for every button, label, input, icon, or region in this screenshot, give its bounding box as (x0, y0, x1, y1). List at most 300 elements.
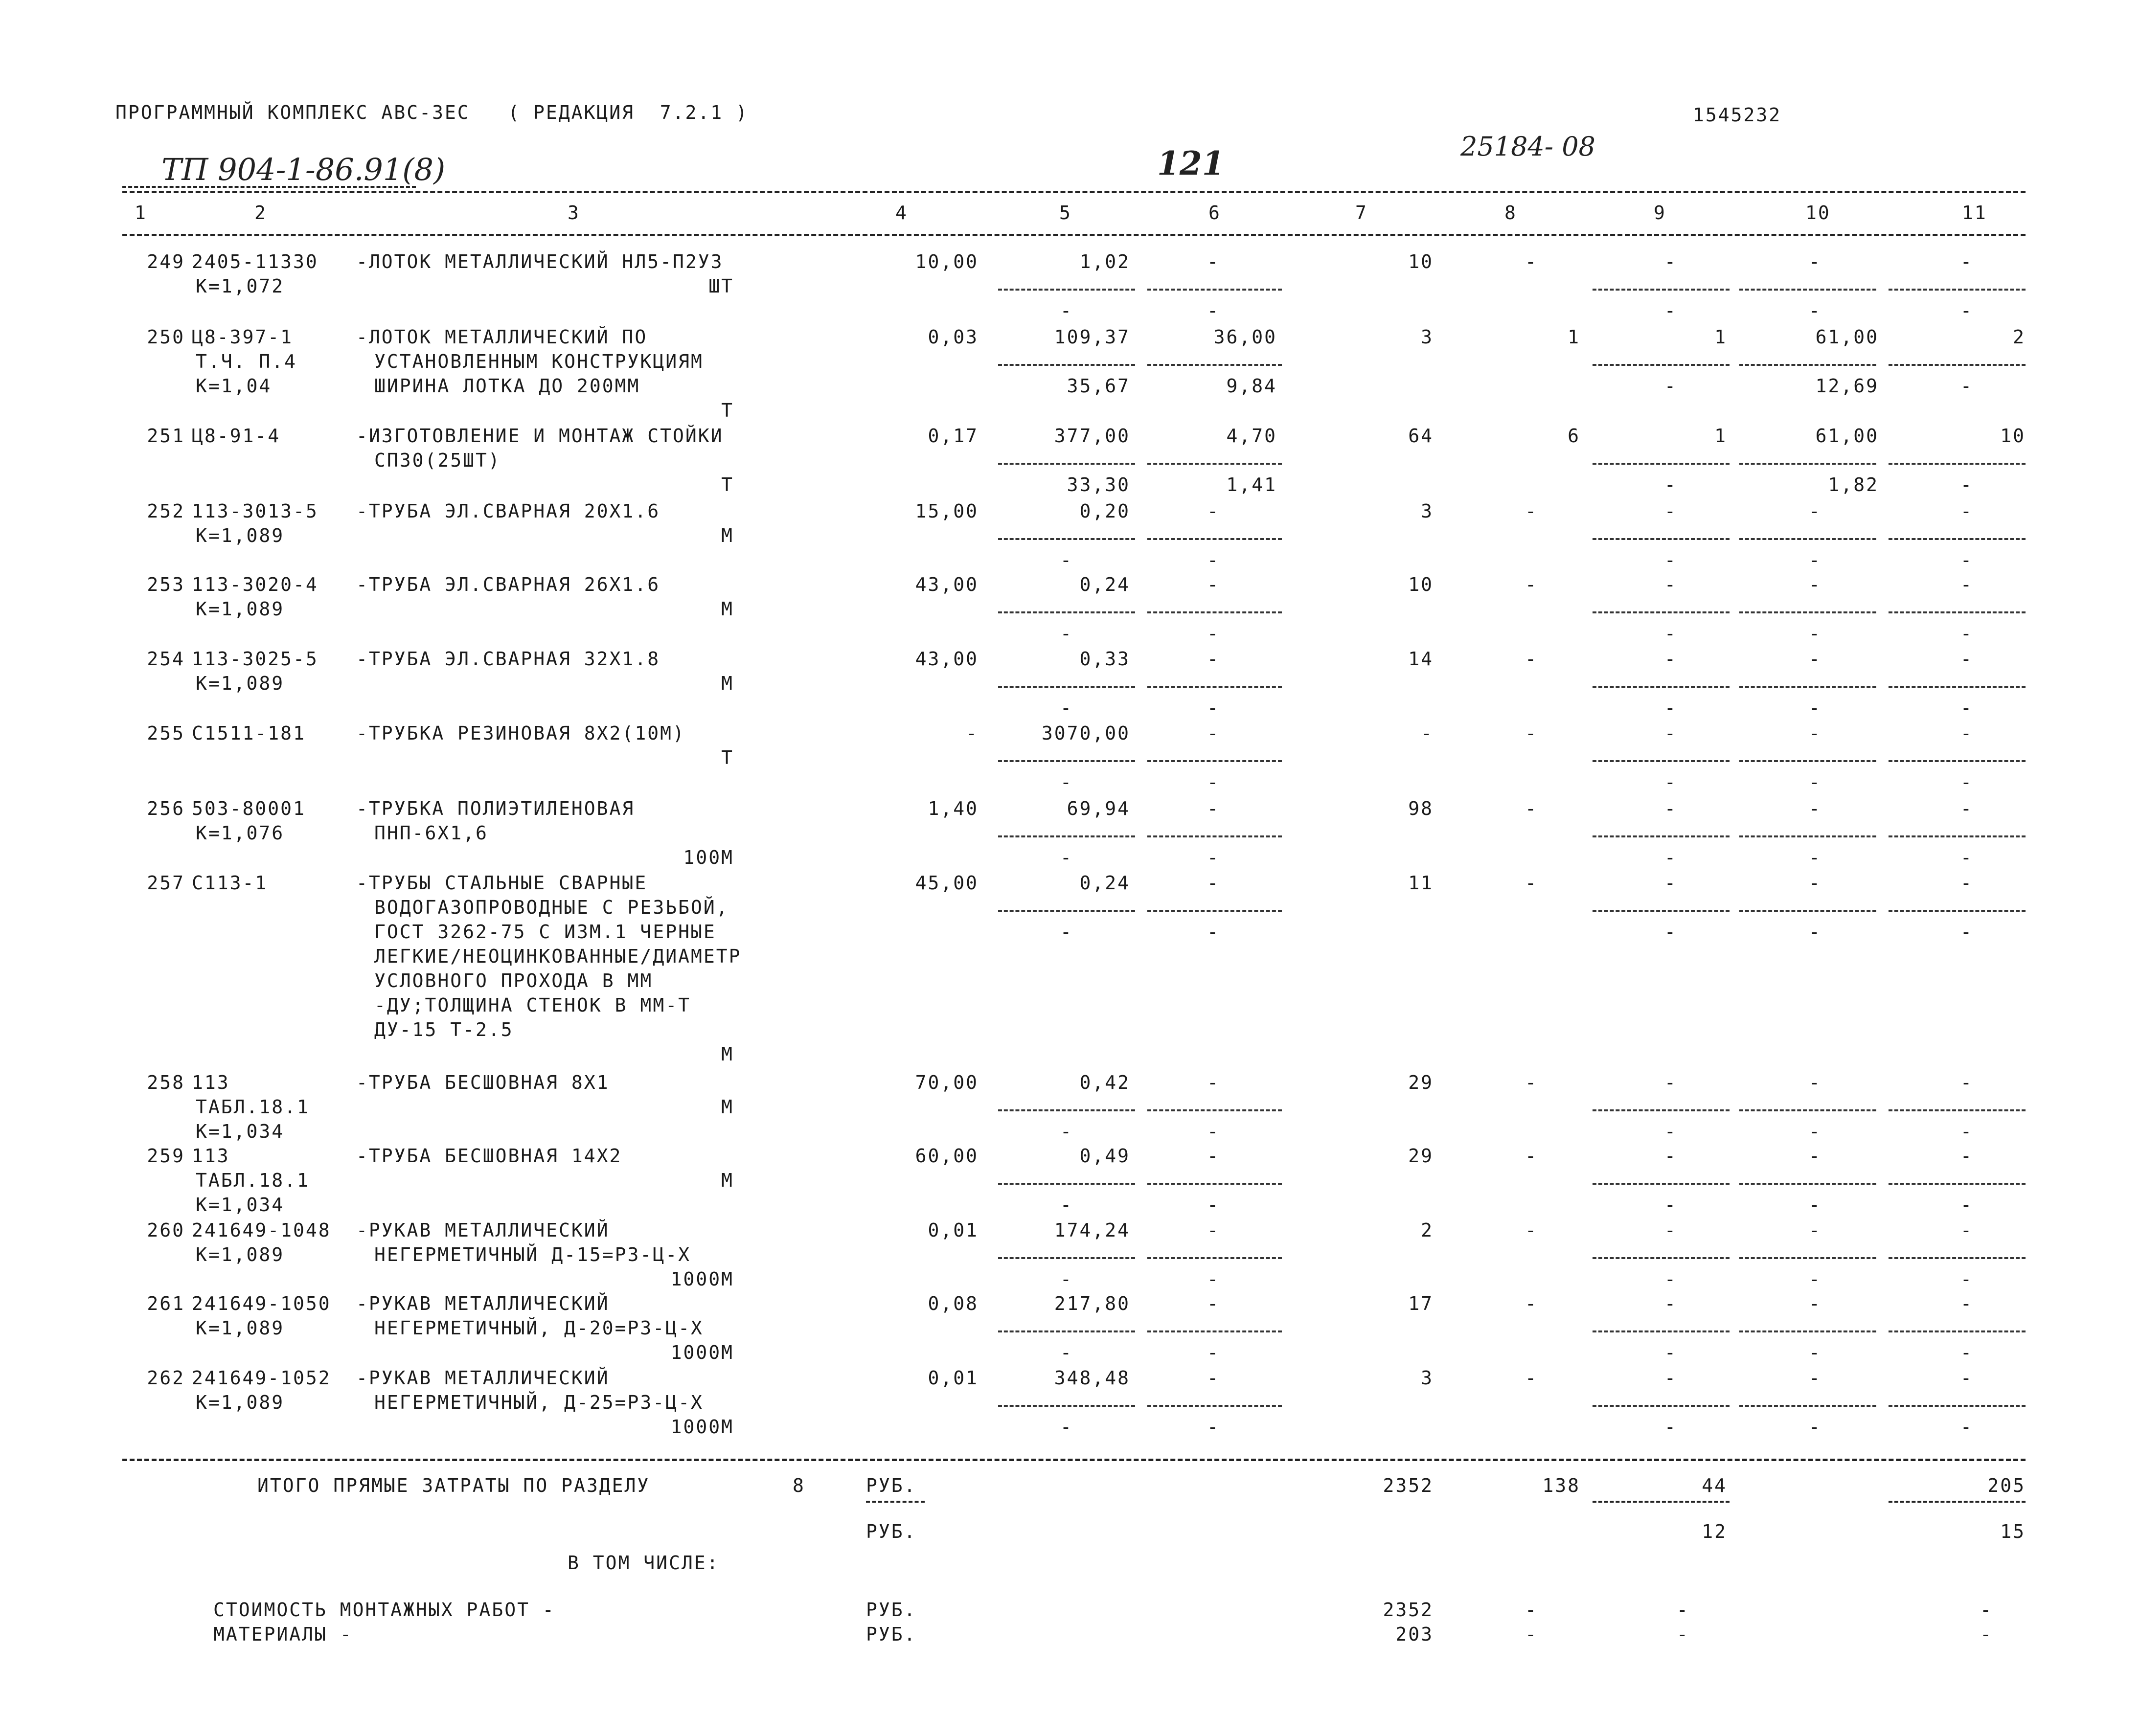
row-description: -ЛОТОК МЕТАЛЛИЧЕСКИЙ НЛ5-П2У3 (356, 251, 724, 272)
row-code: 113-3020-4 (192, 574, 319, 595)
row-col10-sub: - (1809, 1121, 1821, 1142)
row-description: -РУКАВ МЕТАЛЛИЧЕСКИЙ (356, 1219, 610, 1241)
row-col6-sub: - (1207, 1121, 1220, 1142)
column-header-3: 3 (568, 202, 580, 224)
row-col5-sub: - (1060, 549, 1073, 571)
totals-col11-rule (1889, 1501, 2026, 1503)
row-unit: М (721, 1170, 734, 1191)
materials-col9: - (1677, 1623, 1689, 1645)
row-code: 113 (192, 1145, 230, 1167)
row-col10: - (1809, 648, 1821, 670)
totals-currency-2: РУБ. (866, 1521, 917, 1542)
row-col4: 0,01 (928, 1219, 979, 1241)
row-col6-sub: - (1207, 1342, 1220, 1363)
row-code: 113-3013-5 (192, 500, 319, 522)
totals-col9-rule (1593, 1501, 1730, 1503)
row-col5-sub: - (1060, 1121, 1073, 1142)
row-col9-sub: - (1664, 1268, 1677, 1290)
row-description: -ТРУБА БЕСШОВНАЯ 8Х1 (356, 1072, 610, 1093)
row-col5-sub: - (1060, 847, 1073, 868)
row-col10-sub: - (1809, 847, 1821, 868)
row-col7: 3 (1421, 1367, 1434, 1389)
mount-col8: - (1525, 1599, 1538, 1621)
row-col10-sub: 1,82 (1828, 474, 1879, 496)
row-col6-sub: - (1207, 549, 1220, 571)
row-col4: 43,00 (915, 648, 979, 670)
totals-currency: РУБ. (866, 1475, 917, 1496)
row-col11: - (1960, 1145, 1973, 1167)
row-col9: - (1664, 1145, 1677, 1167)
row-col11-sub: - (1960, 1268, 1973, 1290)
row-col9-sub: - (1664, 921, 1677, 943)
row-col8: - (1525, 574, 1538, 595)
row-number: 260 (147, 1219, 185, 1241)
row-col10-sub: - (1809, 771, 1821, 793)
row-col11-sub: - (1960, 697, 1973, 719)
column-header-8: 8 (1504, 202, 1517, 224)
including-label: В ТОМ ЧИСЛЕ: (568, 1552, 720, 1574)
row-unit: 1000М (670, 1342, 734, 1363)
row-col7: - (1421, 722, 1434, 744)
totals-section: 8 (793, 1475, 805, 1496)
row-col9: - (1664, 574, 1677, 595)
row-col7: 29 (1408, 1145, 1434, 1167)
row-col10-sub: - (1809, 1194, 1821, 1216)
row-col9-sub: - (1664, 771, 1677, 793)
row-description: -ТРУБА ЭЛ.СВАРНАЯ 32Х1.8 (356, 648, 660, 670)
row-number: 256 (147, 798, 185, 819)
row-col10: - (1809, 1219, 1821, 1241)
row-col7: 98 (1408, 798, 1434, 819)
row-col7: 10 (1408, 251, 1434, 272)
row-description: -ТРУБКА ПОЛИЭТИЛЕНОВАЯ (356, 798, 635, 819)
row-code: К=1,089 (196, 673, 285, 694)
mount-currency: РУБ. (866, 1599, 917, 1621)
program-header: ПРОГРАММНЫЙ КОМПЛЕКС АВС-ЗЕС ( РЕДАКЦИЯ 7.2.1 ) (115, 102, 749, 123)
row-code: С1511-181 (192, 722, 306, 744)
row-col10: - (1809, 1072, 1821, 1093)
mount-col11: - (1980, 1599, 1993, 1621)
row-unit: 1000М (670, 1268, 734, 1290)
row-col4: 1,40 (928, 798, 979, 819)
row-col11: - (1960, 574, 1973, 595)
row-col6-sub: - (1207, 1194, 1220, 1216)
row-col6: 4,70 (1226, 425, 1277, 447)
row-code: Ц8-397-1 (192, 326, 294, 348)
totals-col9: 44 (1702, 1475, 1727, 1496)
row-col7: 14 (1408, 648, 1434, 670)
row-code: 241649-1052 (192, 1367, 331, 1389)
row-col4: 0,08 (928, 1293, 979, 1314)
row-code: К=1,034 (196, 1194, 285, 1216)
materials-label: МАТЕРИАЛЫ - (213, 1623, 353, 1645)
column-header-4: 4 (895, 202, 908, 224)
row-col6-sub: - (1207, 623, 1220, 644)
row-number: 252 (147, 500, 185, 522)
row-number: 262 (147, 1367, 185, 1389)
row-col7: 3 (1421, 326, 1434, 348)
row-description: -ДУ;ТОЛЩИНА СТЕНОК В ММ-Т (374, 994, 691, 1016)
row-col5-sub: - (1060, 771, 1073, 793)
row-unit: Т (721, 747, 734, 768)
row-col8: - (1525, 648, 1538, 670)
row-col9-sub: - (1664, 300, 1677, 321)
row-code: ТАБЛ.18.1 (196, 1096, 310, 1118)
row-col9: 1 (1714, 326, 1727, 348)
row-col5: 348,48 (1054, 1367, 1130, 1389)
row-col10-sub: - (1809, 1268, 1821, 1290)
row-col11-sub: - (1960, 549, 1973, 571)
row-col4: 0,03 (928, 326, 979, 348)
row-code: 241649-1048 (192, 1219, 331, 1241)
row-number: 261 (147, 1293, 185, 1314)
row-col7: 11 (1408, 872, 1434, 894)
row-code: 113-3025-5 (192, 648, 319, 670)
row-col11-sub: - (1960, 300, 1973, 321)
row-col7: 29 (1408, 1072, 1434, 1093)
row-col4: 43,00 (915, 574, 979, 595)
row-col10: - (1809, 500, 1821, 522)
row-code: К=1,04 (196, 375, 272, 397)
row-col5: 217,80 (1054, 1293, 1130, 1314)
row-description: ГОСТ 3262-75 С ИЗМ.1 ЧЕРНЫЕ (374, 921, 716, 943)
materials-col7: 203 (1395, 1623, 1434, 1645)
row-col5-sub: 35,67 (1067, 375, 1130, 397)
row-col11-sub: - (1960, 847, 1973, 868)
row-unit: М (721, 525, 734, 546)
totals-currency-rule (866, 1501, 925, 1503)
row-unit: М (721, 673, 734, 694)
row-code: К=1,089 (196, 598, 285, 620)
row-description: УСТАНОВЛЕННЫМ КОНСТРУКЦИЯМ (374, 351, 704, 372)
row-col5-sub: - (1060, 623, 1073, 644)
row-col9-sub: - (1664, 549, 1677, 571)
row-col11: - (1960, 872, 1973, 894)
column-header-5: 5 (1059, 202, 1072, 224)
row-col9-sub: - (1664, 474, 1677, 496)
row-col11-sub: - (1960, 1194, 1973, 1216)
row-description: НЕГЕРМЕТИЧНЫЙ, Д-25=Р3-Ц-Х (374, 1392, 704, 1413)
row-code: К=1,089 (196, 1244, 285, 1265)
row-code: К=1,034 (196, 1121, 285, 1142)
row-col7: 17 (1408, 1293, 1434, 1314)
row-unit: М (721, 1096, 734, 1118)
mount-col7: 2352 (1383, 1599, 1434, 1621)
row-col6-sub: 9,84 (1226, 375, 1277, 397)
row-code: 113 (192, 1072, 230, 1093)
row-col11: 10 (2000, 425, 2026, 447)
row-col8: - (1525, 251, 1538, 272)
row-col6: - (1207, 1219, 1220, 1241)
row-col10: - (1809, 251, 1821, 272)
row-col10-sub: - (1809, 549, 1821, 571)
row-col9: - (1664, 500, 1677, 522)
row-unit: Т (721, 400, 734, 421)
handwritten-page-number: 121 (1157, 144, 1225, 182)
row-description: -ИЗГОТОВЛЕНИЕ И МОНТАЖ СТОЙКИ (356, 425, 724, 447)
totals-col7: 2352 (1383, 1475, 1434, 1496)
row-col10: - (1809, 1145, 1821, 1167)
row-col6-sub: 1,41 (1226, 474, 1277, 496)
row-unit: М (721, 1043, 734, 1065)
row-col9: - (1664, 1219, 1677, 1241)
row-col5: 174,24 (1054, 1219, 1130, 1241)
row-description: -РУКАВ МЕТАЛЛИЧЕСКИЙ (356, 1367, 610, 1389)
row-col9: - (1664, 1293, 1677, 1314)
row-col6-sub: - (1207, 300, 1220, 321)
row-col10-sub: - (1809, 300, 1821, 321)
row-col6-sub: - (1207, 921, 1220, 943)
row-col11-sub: - (1960, 921, 1973, 943)
row-description: ВОДОГАЗОПРОВОДНЫЕ С РЕЗЬБОЙ, (374, 897, 729, 918)
row-col10: - (1809, 1367, 1821, 1389)
row-number: 250 (147, 326, 185, 348)
row-code: 503-80001 (192, 798, 306, 819)
row-col7: 64 (1408, 425, 1434, 447)
row-col5: 0,24 (1079, 872, 1130, 894)
row-description: -ТРУБА ЭЛ.СВАРНАЯ 26Х1.6 (356, 574, 660, 595)
row-code: К=1,089 (196, 525, 285, 546)
mount-col9: - (1677, 1599, 1689, 1621)
row-col7: 10 (1408, 574, 1434, 595)
row-col5: 1,02 (1079, 251, 1130, 272)
row-col9: - (1664, 1367, 1677, 1389)
row-col6: - (1207, 798, 1220, 819)
row-col10: - (1809, 574, 1821, 595)
row-description: УСЛОВНОГО ПРОХОДА В ММ (374, 970, 653, 992)
row-col6-sub: - (1207, 1268, 1220, 1290)
row-col10-sub: - (1809, 623, 1821, 644)
row-col6: - (1207, 1367, 1220, 1389)
row-col11: - (1960, 722, 1973, 744)
row-col10-sub: - (1809, 921, 1821, 943)
totals-col11-b: 15 (2000, 1521, 2026, 1542)
row-col6: - (1207, 251, 1220, 272)
row-col8: - (1525, 798, 1538, 819)
row-col6-sub: - (1207, 771, 1220, 793)
row-code: К=1,089 (196, 1392, 285, 1413)
row-col11-sub: - (1960, 771, 1973, 793)
row-code: 2405-11330 (192, 251, 319, 272)
column-header-2: 2 (254, 202, 267, 224)
row-col9: - (1664, 872, 1677, 894)
totals-label: ИТОГО ПРЯМЫЕ ЗАТРАТЫ ПО РАЗДЕЛУ (257, 1475, 650, 1496)
row-col6: 36,00 (1213, 326, 1277, 348)
row-col4: 0,17 (928, 425, 979, 447)
row-col8: - (1525, 500, 1538, 522)
row-col9: - (1664, 1072, 1677, 1093)
materials-currency: РУБ. (866, 1623, 917, 1645)
row-col11: - (1960, 1367, 1973, 1389)
row-description: -ЛОТОК МЕТАЛЛИЧЕСКИЙ ПО (356, 326, 648, 348)
row-col11: - (1960, 798, 1973, 819)
row-col4: - (966, 722, 979, 744)
column-header-7: 7 (1355, 202, 1368, 224)
row-description: СП30(25ШТ) (374, 450, 501, 471)
row-col6-sub: - (1207, 697, 1220, 719)
row-col5-sub: - (1060, 1268, 1073, 1290)
row-code: ТАБЛ.18.1 (196, 1170, 310, 1191)
row-col10: - (1809, 872, 1821, 894)
row-col5-sub: - (1060, 921, 1073, 943)
row-col6: - (1207, 722, 1220, 744)
row-description: -РУКАВ МЕТАЛЛИЧЕСКИЙ (356, 1293, 610, 1314)
handwritten-project-code: ТП 904-1-86.91(8) (161, 152, 446, 187)
row-col5: 0,42 (1079, 1072, 1130, 1093)
row-col8: 1 (1568, 326, 1580, 348)
row-description: -ТРУБА БЕСШОВНАЯ 14Х2 (356, 1145, 622, 1167)
row-col10-sub: 12,69 (1815, 375, 1879, 397)
row-col11: - (1960, 251, 1973, 272)
column-header-11: 11 (1962, 202, 1987, 224)
row-col10: 61,00 (1815, 425, 1879, 447)
row-col11: - (1960, 1072, 1973, 1093)
row-col5-sub: - (1060, 1342, 1073, 1363)
row-col6: - (1207, 872, 1220, 894)
row-col4: 10,00 (915, 251, 979, 272)
row-description: ДУ-15 Т-2.5 (374, 1019, 514, 1040)
column-header-6: 6 (1208, 202, 1221, 224)
row-col5-sub: - (1060, 1194, 1073, 1216)
row-code: К=1,072 (196, 275, 285, 297)
row-col6: - (1207, 1293, 1220, 1314)
row-description: -ТРУБЫ СТАЛЬНЫЕ СВАРНЫЕ (356, 872, 648, 894)
row-code: К=1,076 (196, 822, 285, 844)
row-col9-sub: - (1664, 623, 1677, 644)
row-code: С113-1 (192, 872, 268, 894)
row-col4: 15,00 (915, 500, 979, 522)
column-header-1: 1 (135, 202, 147, 224)
row-col10: - (1809, 1293, 1821, 1314)
totals-col11: 205 (1987, 1475, 2026, 1496)
row-col5: 377,00 (1054, 425, 1130, 447)
row-col10: - (1809, 798, 1821, 819)
row-description: НЕГЕРМЕТИЧНЫЙ Д-15=Р3-Ц-Х (374, 1244, 691, 1265)
row-col10-sub: - (1809, 1416, 1821, 1438)
row-col8: - (1525, 1072, 1538, 1093)
row-unit: 1000М (670, 1416, 734, 1438)
row-col8: - (1525, 1293, 1538, 1314)
row-description: -ТРУБА ЭЛ.СВАРНАЯ 20Х1.6 (356, 500, 660, 522)
row-col9: - (1664, 798, 1677, 819)
row-col4: 70,00 (915, 1072, 979, 1093)
row-description: НЕГЕРМЕТИЧНЫЙ, Д-20=Р3-Ц-Х (374, 1317, 704, 1339)
row-col10-sub: - (1809, 1342, 1821, 1363)
row-col6: - (1207, 500, 1220, 522)
row-col5-sub: 33,30 (1067, 474, 1130, 496)
row-description: -ТРУБКА РЕЗИНОВАЯ 8Х2(10М) (356, 722, 685, 744)
row-code: Ц8-91-4 (192, 425, 281, 447)
row-code: 241649-1050 (192, 1293, 331, 1314)
row-col6: - (1207, 1145, 1220, 1167)
row-col7: 3 (1421, 500, 1434, 522)
row-col6: - (1207, 574, 1220, 595)
row-number: 257 (147, 872, 185, 894)
row-col5-sub: - (1060, 697, 1073, 719)
row-col5: 0,49 (1079, 1145, 1130, 1167)
row-col10-sub: - (1809, 697, 1821, 719)
row-col8: - (1525, 872, 1538, 894)
row-col11: - (1960, 500, 1973, 522)
row-unit: 100М (683, 847, 734, 868)
row-col8: 6 (1568, 425, 1580, 447)
row-col11: 2 (2013, 326, 2026, 348)
handwritten-archive-number: 25184- 08 (1460, 131, 1595, 162)
row-col8: - (1525, 1145, 1538, 1167)
row-col5: 109,37 (1054, 326, 1130, 348)
row-col6: - (1207, 1072, 1220, 1093)
row-col6-sub: - (1207, 847, 1220, 868)
row-col11-sub: - (1960, 1416, 1973, 1438)
row-col9: 1 (1714, 425, 1727, 447)
materials-col8: - (1525, 1623, 1538, 1645)
row-col11-sub: - (1960, 474, 1973, 496)
row-col6-sub: - (1207, 1416, 1220, 1438)
row-col11-sub: - (1960, 1121, 1973, 1142)
row-description: ШИРИНА ЛОТКА ДО 200ММ (374, 375, 640, 397)
row-col10: 61,00 (1815, 326, 1879, 348)
row-col6: - (1207, 648, 1220, 670)
row-code: Т.Ч. П.4 (196, 351, 297, 372)
row-number: 251 (147, 425, 185, 447)
row-col11: - (1960, 648, 1973, 670)
row-col4: 45,00 (915, 872, 979, 894)
row-col9-sub: - (1664, 1342, 1677, 1363)
row-number: 259 (147, 1145, 185, 1167)
totals-col8: 138 (1542, 1475, 1580, 1496)
document-number: 1545232 (1693, 104, 1782, 126)
row-number: 255 (147, 722, 185, 744)
row-number: 249 (147, 251, 185, 272)
row-col4: 60,00 (915, 1145, 979, 1167)
row-col9-sub: - (1664, 847, 1677, 868)
row-col11-sub: - (1960, 1342, 1973, 1363)
mount-label: СТОИМОСТЬ МОНТАЖНЫХ РАБОТ - (213, 1599, 555, 1621)
row-unit: М (721, 598, 734, 620)
row-col4: 0,01 (928, 1367, 979, 1389)
row-col9: - (1664, 722, 1677, 744)
row-col9: - (1664, 251, 1677, 272)
row-unit: Т (721, 474, 734, 496)
row-col11-sub: - (1960, 375, 1973, 397)
row-col8: - (1525, 1219, 1538, 1241)
row-col11: - (1960, 1219, 1973, 1241)
column-header-10: 10 (1805, 202, 1831, 224)
row-col9-sub: - (1664, 1194, 1677, 1216)
row-description: ЛЕГКИЕ/НЕОЦИНКОВАННЫЕ/ДИАМЕТР (374, 946, 742, 967)
row-col8: - (1525, 722, 1538, 744)
column-header-9: 9 (1654, 202, 1666, 224)
row-col11-sub: - (1960, 623, 1973, 644)
row-col8: - (1525, 1367, 1538, 1389)
totals-col9-b: 12 (1702, 1521, 1727, 1542)
row-code: К=1,089 (196, 1317, 285, 1339)
row-description: ПНП-6Х1,6 (374, 822, 488, 844)
row-col5-sub: - (1060, 300, 1073, 321)
row-col9-sub: - (1664, 1416, 1677, 1438)
row-col5: 69,94 (1067, 798, 1130, 819)
row-col9-sub: - (1664, 375, 1677, 397)
materials-col11: - (1980, 1623, 1993, 1645)
row-col5: 3070,00 (1041, 722, 1130, 744)
row-number: 254 (147, 648, 185, 670)
row-unit: ШТ (708, 275, 734, 297)
row-col5: 0,33 (1079, 648, 1130, 670)
row-col10: - (1809, 722, 1821, 744)
row-col9-sub: - (1664, 1121, 1677, 1142)
row-col7: 2 (1421, 1219, 1434, 1241)
row-col9: - (1664, 648, 1677, 670)
